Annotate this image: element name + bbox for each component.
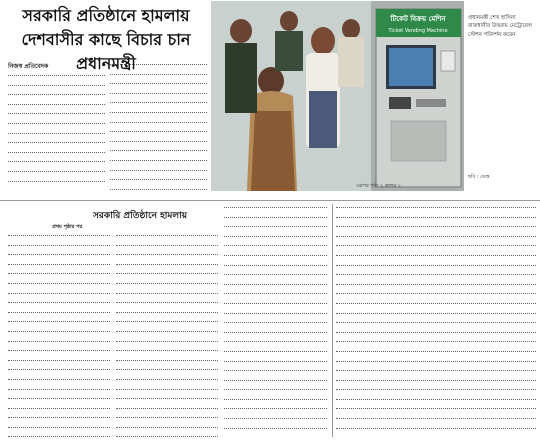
divider [0,200,540,201]
column-divider [332,204,333,437]
section-title: সরকারি প্রতিষ্ঠানে হামলায় [92,211,188,221]
continued-note: এরপর পৃষ্ঠা ২ কলাম ২ [356,183,402,189]
adjacent-column [336,204,536,437]
jump-column-2 [116,232,218,437]
photo-credit: ছবি : ডেস্ক [468,174,490,180]
jump-column-1 [8,232,110,437]
photo-illustration [211,1,464,191]
article-column-2 [110,61,207,190]
photo-caption: প্রধানমন্ত্রী শেখ হাসিনা রাজধানীর উত্তরায় মেট্রোরেল স্টেশন পরিদর্শন করেন [468,15,533,38]
adjacent-article [336,204,536,437]
news-photo [211,1,464,191]
machine-label-bn: টিকেট বিক্রয় মেশিন [390,15,446,23]
headline: সরকারি প্রতিষ্ঠানে হামলায় দেশবাসীর কাছে বিচার চান প্রধানমন্ত্রী [21,6,191,73]
machine-label-en: Ticket Vending Machine [388,28,448,34]
from-page-note: প্রথম পৃষ্ঠার পর [52,224,83,230]
jump-column-3 [224,204,327,437]
byline: নিজস্ব প্রতিবেদক [8,63,49,70]
article-column-1 [8,72,105,190]
